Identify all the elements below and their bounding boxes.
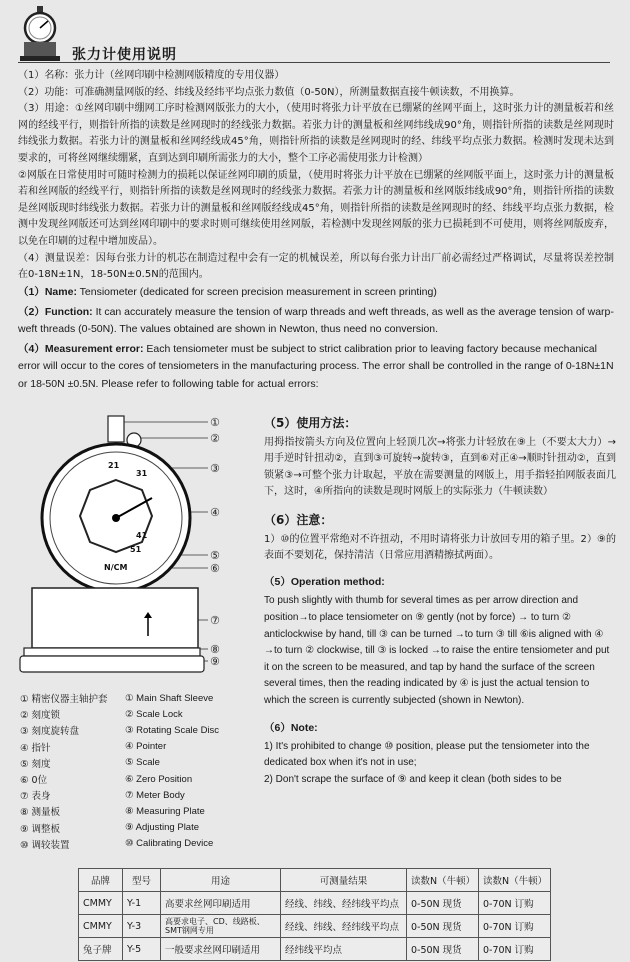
- cn-usage-paragraph-2: ②网版在日常使用时可随时检测力的损耗以保证丝网印刷的质量，（使用时将张力计平放在已绷紧的丝网版平面上，这时张力计的测量板若和丝网版的经线平行，则指针所指的读数是丝网现时的经线张力数据。若张力计的测量板和丝网版纬线成90°角，则指针所指的读数是丝网版现时纬线张力数据。若张力计的测量板和丝网版经线成45°角，则指针所指的读数是丝网现时的经、纬线平均点张力数据，检测中发现丝网版还可达到丝网印刷中的要求时则可继续使用丝网版，若检测中发现丝网版的张力已损耗到不可使用，则将丝网版废弃，以免在印刷的过程中增加废品）。: [18, 169, 614, 247]
- part-row: ⑤ 刻度 ⑤ Scale: [20, 757, 160, 770]
- dial-number-51: 51: [130, 545, 142, 554]
- operation-heading: （5）Operation method:: [264, 576, 385, 589]
- table-header-row: 品牌 型号 用途 可测量结果 读数N（牛顿） 读数N（牛顿）: [79, 869, 551, 892]
- dial-number-21: 21: [108, 461, 120, 470]
- dial-unit: N/CM: [104, 563, 128, 572]
- table-row: CMMY Y-3 高要求电子、CD、线路板、SMT钢网专用 经线、纬线、经纬线平均点 0-50N 现货 0-70N 订购: [79, 915, 551, 938]
- cn-error-paragraph: （4）测量误差：因每台张力计的机芯在制造过程中会有一定的机械误差，所以每台张力计出厂前必需经过严格调试，尽量将误差控制在0-18N±1N，18-50N±0.5N的范围内。: [18, 252, 614, 281]
- english-description: [18, 284, 614, 396]
- cn-name-paragraph: （1）名称：张力计（丝网印刷中检测网版精度的专用仪器）: [18, 70, 285, 81]
- parts-list: [20, 690, 270, 852]
- note-en-heading: （6）Note:: [264, 721, 318, 734]
- title-divider: [18, 62, 610, 63]
- part-row: ⑧ 测量板 ⑧ Measuring Plate: [20, 805, 205, 819]
- callout-4: ④: [210, 506, 220, 519]
- notes-heading: （6）注意：: [264, 512, 333, 527]
- tensiometer-diagram: [12, 410, 262, 680]
- part-row: ⑨ 调整板 ⑨ Adjusting Plate: [20, 822, 200, 835]
- part-row: ⑦ 表身 ⑦ Meter Body: [20, 789, 185, 803]
- part-row: ⑩ 调较装置 ⑩ Calibrating Device: [20, 838, 214, 851]
- callout-6: ⑥: [210, 562, 220, 575]
- chinese-description: [18, 68, 614, 284]
- en-name-paragraph: （1）Name: Tensiometer (dedicated for screen precision measurement in screen printing): [18, 286, 437, 298]
- adjusting-plate: [20, 656, 204, 672]
- instructions-column: [264, 414, 616, 788]
- page-title: 张力计使用说明: [72, 47, 177, 63]
- dial-number-31: 31: [136, 469, 148, 478]
- en-function-paragraph: （2）Function: It can accurately measure the tension of warp threads and weft threads, as well as the average tension of warp-weft threads (0-50N). The values obtained are shown in Newton, thus need no conversion.: [18, 305, 614, 336]
- main-shaft-sleeve: [108, 416, 124, 442]
- callout-1: ①: [210, 416, 220, 429]
- callout-7: ⑦: [210, 614, 220, 627]
- table-row: CMMY Y-1 高要求丝网印刷适用 经线、纬线、经纬线平均点 0-50N 现货 0-70N 订购: [79, 892, 551, 915]
- note-en-line-1: 1) It's prohibited to change ⑩ position, please put the tensiometer into the dedicated box when it's not in use;: [264, 740, 590, 769]
- part-row: ② 刻度锁 ② Scale Lock: [20, 708, 183, 722]
- callout-8: ⑧: [210, 643, 220, 656]
- en-error-paragraph: （4）Measurement error: Each tensiometer must be subject to strict calibration prior to leaving factory because mechanical error will occur to the cores of tensiometers in the manufacturing process. The error shall be controlled in the range of 0-18N±1N or 18-50N ±0.5N. Please refer to following table for actual errors:: [18, 342, 614, 390]
- note-en-line-2: 2) Don't scrape the surface of ⑨ and keep it clean (both sides to be: [264, 773, 562, 785]
- usage-text: 用拇指按箭头方向及位置向上轻顶几次→将张力计轻放在⑨上（不要太大力）→用手逆时针扭动②，直到③可旋转→旋转③，直到⑥对正④→顺时针扭动②，直到锁紧③→可整个张力计取起，平放在需要测量的网版上，用手指轻拍网版表面几下，这时，④所指向的读数是现时网版上的实际张力（牛顿读数）: [264, 437, 616, 498]
- usage-heading: （5）使用方法：: [264, 416, 357, 430]
- meter-body: [32, 588, 198, 648]
- table-row: 兔子牌 Y-5 一般要求丝网印刷适用 经纬线平均点 0-50N 现货 0-70N 订购: [79, 938, 551, 961]
- callout-2: ②: [210, 432, 220, 445]
- spec-table: [78, 868, 551, 961]
- part-row: ③ 刻度旋转盘 ③ Rotating Scale Disc: [20, 724, 220, 738]
- operation-text: To push slightly with thumb for several times as per arrow direction and position→to place tensiometer on ⑨ gently (not by force) → to turn ② anticlockwise by hand, till ③ can be turned →to turn ③ till ⑥is aligned with ④ →to turn ② clockwise, till ③ is locked →to raise the entire tensiometer and put it on the screen to be measured, and tap by hand the surface of the screen several times, then the reading indicated by ④ is just the actual tension to which the screen is currently subjected (shown in Newton).: [264, 595, 610, 706]
- cn-function-paragraph: （2）功能：可准确测量网版的经、纬线及经纬平均点张力数值（0-50N），所测量数据直接牛顿读数，不用换算。: [18, 86, 520, 98]
- measuring-plate: [24, 648, 200, 656]
- tensiometer-logo-icon: [18, 6, 62, 66]
- part-row: ⑥ 0位 ⑥ Zero Position: [20, 773, 193, 787]
- callout-3: ③: [210, 462, 220, 475]
- callout-9: ⑨: [210, 655, 220, 668]
- notes-text: 1）⑩的位置平常绝对不许扭动，不用时请将张力计放回专用的箱子里。2）⑨的表面不要划花，保持清洁（日常应用酒精擦拭两面）。: [264, 533, 616, 562]
- callout-5: ⑤: [210, 549, 220, 562]
- cn-usage-paragraph: （3）用途：①丝网印刷中绷网工序时检测网版张力的大小，（使用时将张力计平放在已绷紧的丝网平面上，这时张力计的测量板若和丝网的经线平行，则指针所指的读数是丝网现时的经线张力数据。若张力计的测量板和丝网纬线成90°角，则指针所指的读数是丝网现时纬线张力数据。若张力计的测量板和丝网经线成45°角，则指针所指的读数是丝网现时的经、纬线平均点张力数据。检测时发现未达到要求的，可将丝网继续绷紧，直到达到印刷所需张力的大小，整个工序必需使用张力计检测）: [18, 103, 614, 164]
- part-row: ① 精密仪器主轴护套 ① Main Shaft Sleeve: [20, 692, 214, 706]
- part-row: ④ 指针 ④ Pointer: [20, 741, 167, 754]
- dial-number-41: 41: [136, 531, 148, 540]
